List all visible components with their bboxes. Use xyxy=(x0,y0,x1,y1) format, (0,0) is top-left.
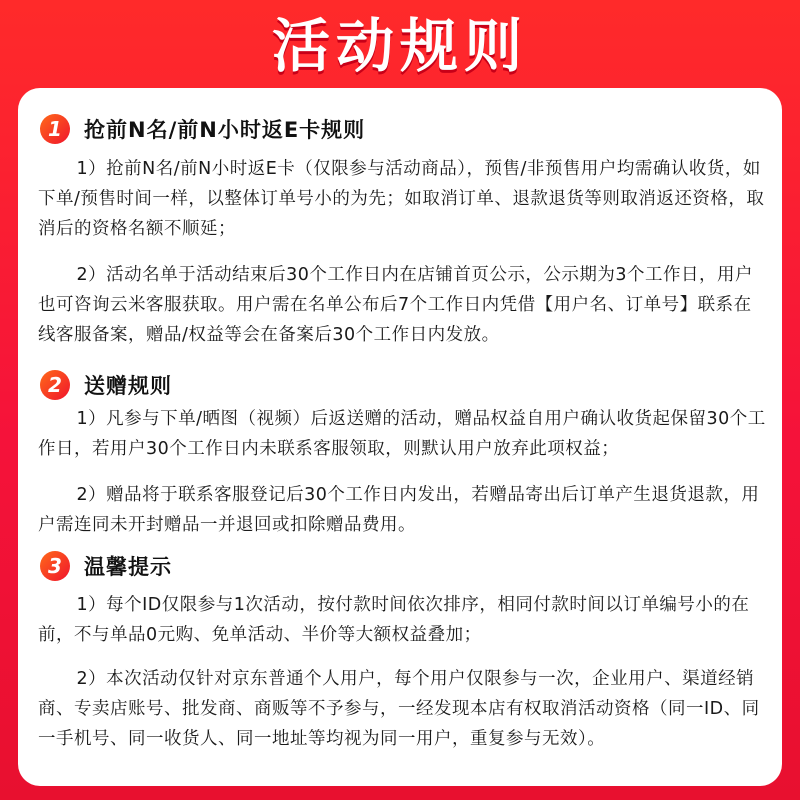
page-title: 活动规则 xyxy=(271,12,528,80)
section-3-paragraph-2: 2）本次活动仅针对京东普通个人用户，每个用户仅限参与一次，企业用户、渠道经销商、专卖店账号、批发商、商贩等不予参与，一经发现本店有权取消活动资格（同一ID、同一手机号、同一收货人、同一地址等均视为同一用户，重复参与无效）。 xyxy=(38,669,760,749)
section-1-paragraph-1: 1）抢前N名/前N小时返E卡（仅限参与活动商品），预售/非预售用户均需确认收货，如下单/预售时间一样，以整体订单号小的为先；如取消订单、退款退货等则取消返还资格，取消后的资格名额不顺延； xyxy=(38,159,765,239)
rules-card xyxy=(18,88,782,786)
section-1-paragraph-2: 2）活动名单于活动结束后30个工作日内在店铺首页公示，公示期为3个工作日，用户也可咨询云米客服获取。用户需在名单公布后7个工作日内凭借【用户名、订单号】联系在线客服备案，赠品/权益等会在备案后30个工作日内发放。 xyxy=(38,265,754,345)
number-badge-1-icon: 1 xyxy=(40,114,70,144)
section-2-paragraph-1: 1）凡参与下单/晒图（视频）后返送赠的活动，赠品权益自用户确认收货起保留30个工作日，若用户30个工作日内未联系客服领取，则默认用户放弃此项权益； xyxy=(38,409,766,459)
number-badge-2-icon: 2 xyxy=(40,370,70,400)
section-3-paragraph-1: 1）每个ID仅限参与1次活动，按付款时间依次排序，相同付款时间以订单编号小的在前，不与单品0元购、免单活动、半价等大额权益叠加； xyxy=(38,595,750,645)
section-2-paragraph-2: 2）赠品将于联系客服登记后30个工作日内发出，若赠品寄出后订单产生退货退款，用户需连同未开封赠品一并退回或扣除赠品费用。 xyxy=(38,485,760,535)
section-1-title: 抢前N名/前N小时返E卡规则 xyxy=(84,118,366,142)
section-2-header xyxy=(40,368,172,402)
number-badge-3-icon: 3 xyxy=(40,551,70,581)
section-1-header xyxy=(40,112,365,146)
section-2-title: 送赠规则 xyxy=(84,374,172,398)
section-3-header xyxy=(40,549,172,583)
section-3-title: 温馨提示 xyxy=(84,555,172,579)
